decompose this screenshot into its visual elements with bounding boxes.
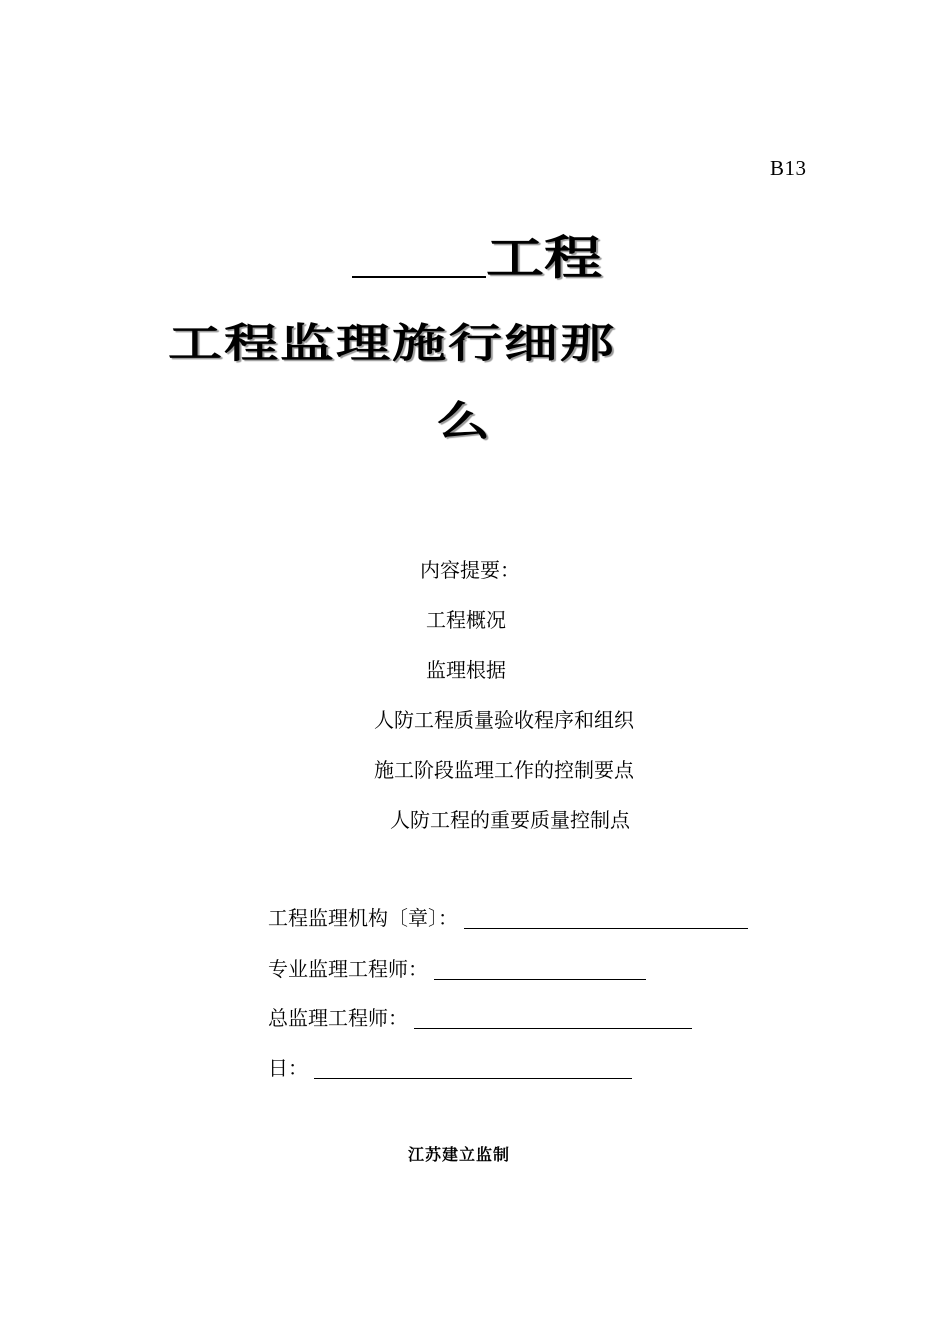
contents-item: 人防工程质量验收程序和组织: [374, 708, 634, 732]
date-label: 日：: [268, 1056, 308, 1080]
specialist-engineer-label: 专业监理工程师：: [268, 957, 428, 981]
contents-item: 监理根据: [426, 658, 506, 682]
contents-item: 工程概况: [426, 608, 506, 632]
date-row: [268, 1052, 632, 1081]
date-field[interactable]: [314, 1077, 632, 1079]
chief-engineer-field[interactable]: [414, 1027, 692, 1029]
contents-item: 施工阶段监理工作的控制要点: [374, 758, 634, 782]
issuer-footer: 江苏建立监制: [408, 1145, 511, 1164]
document-title: 工程监理施行细那: [168, 319, 616, 367]
chief-engineer-label: 总监理工程师：: [268, 1006, 408, 1030]
chief-engineer-row: [268, 1002, 692, 1031]
project-name-blank: [352, 276, 486, 278]
supervision-org-field[interactable]: [464, 927, 748, 929]
project-name-line: [352, 222, 603, 286]
contents-heading: 内容提要：: [420, 558, 520, 582]
supervision-org-row: [268, 902, 748, 931]
supervision-org-label: 工程监理机构〔章〕：: [268, 906, 458, 930]
document-code: B13: [770, 156, 807, 180]
specialist-engineer-row: [268, 953, 646, 982]
contents-item: 人防工程的重要质量控制点: [390, 808, 630, 832]
document-title-continued: 么: [436, 397, 490, 445]
specialist-engineer-field[interactable]: [434, 978, 646, 980]
project-word: 工程: [486, 230, 603, 286]
